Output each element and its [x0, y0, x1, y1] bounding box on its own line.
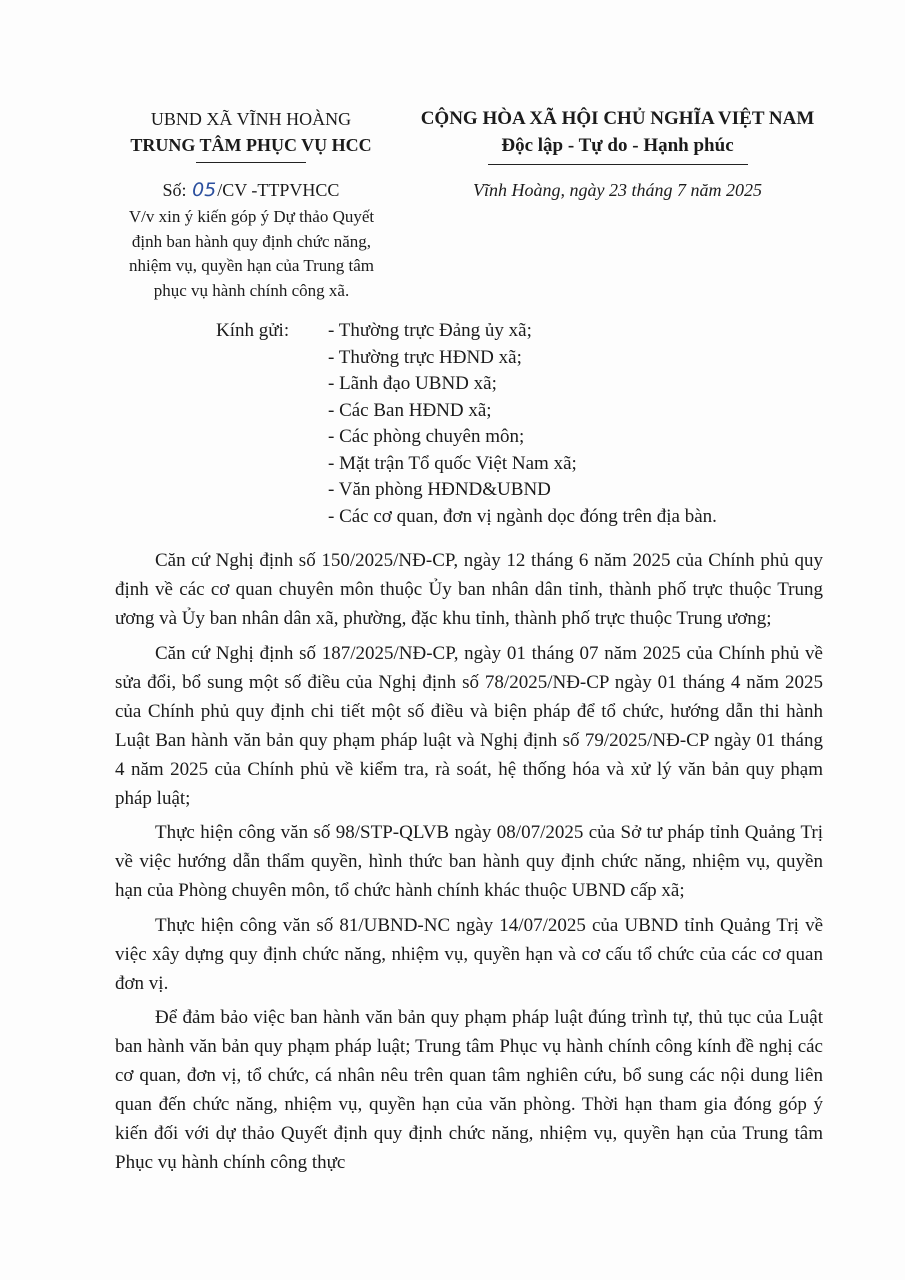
body-paragraph: Căn cứ Nghị định số 187/2025/NĐ-CP, ngày 01 tháng 07 năm 2025 của Chính phủ về sửa đổi, bổ sung một số điều của Nghị định số 78/2025/NĐ-CP ngày 01 tháng 4 năm 2025 của Chính phủ quy định chi tiết một số điều và biện pháp để tổ chức, hướng dẫn thi hành Luật Ban hành văn bản quy phạm pháp luật và Nghị định số 79/2025/NĐ-CP ngày 01 tháng 4 năm 2025 của Chính phủ về kiểm tra, rà soát, hệ thống hóa và xử lý văn bản quy phạm pháp luật;	[115, 642, 823, 809]
motto-underline	[488, 164, 748, 165]
document-number-prefix: Số:	[162, 180, 187, 200]
place-and-date: Vĩnh Hoàng, ngày 23 tháng 7 năm 2025	[473, 180, 762, 200]
subject-line: phục vụ hành chính công xã.	[153, 280, 350, 300]
recipient-item: - Văn phòng HĐND&UBND	[328, 479, 551, 500]
body-paragraph: Thực hiện công văn số 98/STP-QLVB ngày 08/07/2025 của Sở tư pháp tỉnh Quảng Trị về việc hướng dẫn thẩm quyền, hình thức ban hành quy định chức năng, nhiệm vụ, quyền hạn của Phòng chuyên môn, tổ chức hành chính khác thuộc UBND cấp xã;	[115, 822, 823, 901]
recipient-item: - Thường trực HĐND xã;	[328, 346, 522, 368]
recipients-list	[328, 318, 828, 530]
document-subject	[104, 205, 399, 303]
body-paragraph: Để đảm bảo việc ban hành văn bản quy phạm pháp luật đúng trình tự, thủ tục của Luật ban hành văn bản quy phạm pháp luật; Trung tâm Phục vụ hành chính công kính đề nghị các cơ quan, đơn vị, tổ chức, cá nhân nêu trên quan tâm nghiên cứu, bổ sung các nội dung liên quan đến chức năng, nhiệm vụ, quyền hạn của văn phòng. Thời hạn tham gia đóng góp ý kiến đối với dự thảo Quyết định quy định chức năng, nhiệm vụ, quyền hạn của Trung tâm Phục vụ hành chính công thực	[115, 1007, 823, 1173]
national-motto-header	[395, 106, 840, 165]
subject-line: định ban hành quy định chức năng,	[131, 231, 372, 251]
recipient-item: - Các phòng chuyên môn;	[328, 426, 525, 447]
recipient-item: - Thường trực Đảng ủy xã;	[328, 320, 532, 341]
country-name: CỘNG HÒA XÃ HỘI CHỦ NGHĨA VIỆT NAM	[420, 108, 815, 129]
issuer-underline	[196, 162, 306, 163]
recipient-item: - Mặt trận Tổ quốc Việt Nam xã;	[328, 452, 577, 474]
subject-line: nhiệm vụ, quyền hạn của Trung tâm	[128, 256, 375, 275]
motto: Độc lập - Tự do - Hạnh phúc	[501, 135, 734, 156]
body-paragraph: Căn cứ Nghị định số 150/2025/NĐ-CP, ngày 12 tháng 6 năm 2025 của Chính phủ quy định về các cơ quan chuyên môn thuộc Ủy ban nhân dân tỉnh, thành phố trực thuộc Trung ương và Ủy ban nhân dân xã, phường, đặc khu tỉnh, thành phố trực thuộc Trung ương;	[115, 550, 823, 629]
document-number-suffix: /CV -TTPVHCC	[217, 180, 340, 200]
document-number	[96, 178, 406, 202]
issuer-header	[96, 106, 406, 163]
document-number-handwritten: 05	[192, 179, 217, 201]
subject-line: V/v xin ý kiến góp ý Dự thảo Quyết	[128, 207, 375, 226]
recipients-label: Kính gửi:	[216, 320, 290, 341]
recipient-item: - Lãnh đạo UBND xã;	[328, 373, 497, 394]
issuer-name: TRUNG TÂM PHỤC VỤ HCC	[130, 135, 372, 155]
document-body	[115, 546, 823, 1183]
recipient-item: - Các Ban HĐND xã;	[328, 399, 492, 421]
body-paragraph: Thực hiện công văn số 81/UBND-NC ngày 14/07/2025 của UBND tỉnh Quảng Trị về việc xây dựng quy định chức năng, nhiệm vụ, quyền hạn và cơ cấu tổ chức của các cơ quan đơn vị.	[115, 914, 823, 994]
recipient-item: - Các cơ quan, đơn vị ngành dọc đóng trên địa bàn.	[328, 505, 717, 527]
issuer-parent-name: UBND XÃ VĨNH HOÀNG	[150, 109, 352, 129]
